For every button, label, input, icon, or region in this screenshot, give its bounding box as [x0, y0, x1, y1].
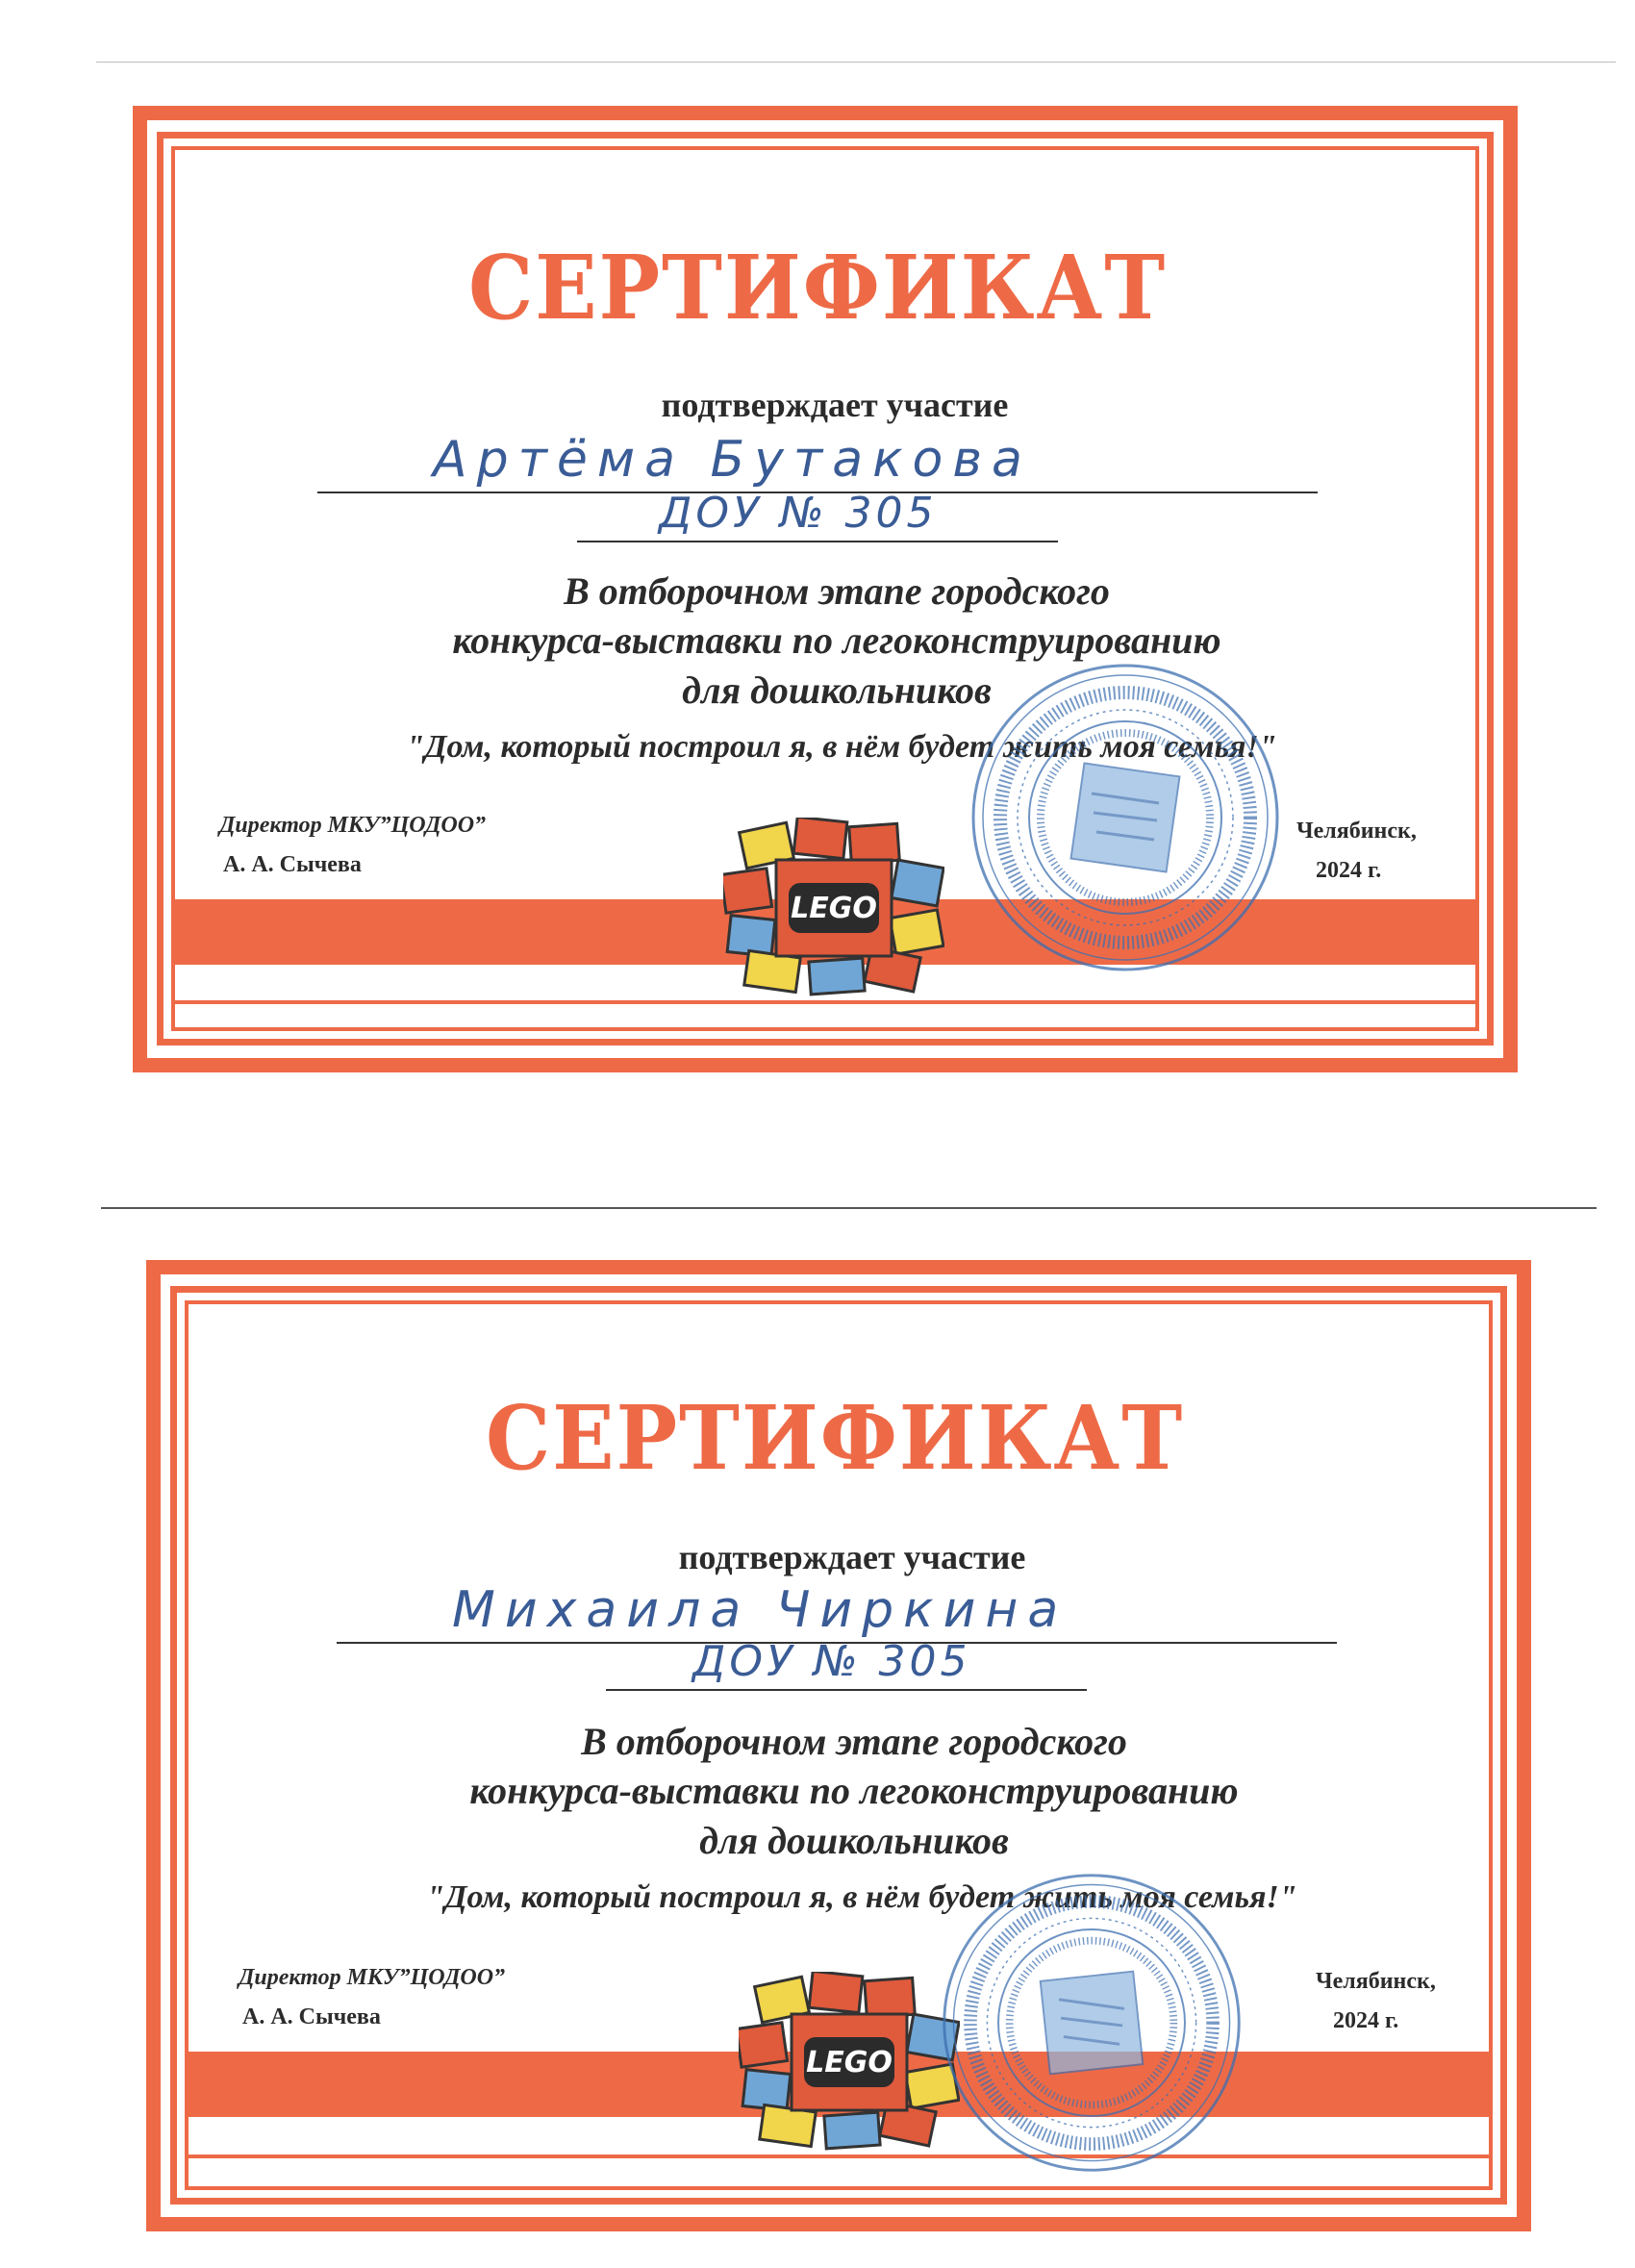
institution-name: ДОУ № 305: [659, 489, 938, 538]
certificate-title: СЕРТИФИКАТ: [485, 1386, 1185, 1490]
lego-logo-text: LEGO: [806, 2046, 893, 2079]
certificate-2: [0, 1152, 1635, 2268]
contest-line-3: для дошкольников: [699, 1819, 1009, 1862]
institution-underline: [606, 1689, 1087, 1691]
lego-logo-text: LEGO: [791, 892, 877, 925]
participant-name: Артёма Бутакова: [433, 431, 1032, 489]
official-stamp: [967, 659, 1284, 976]
confirms-participation: подтверждает участие: [678, 1538, 1026, 1576]
director-name: А. А. Сычева: [242, 2004, 381, 2029]
lego-logo: [739, 1972, 960, 2151]
director-title: Директор МКУ”ЦОДОО”: [219, 813, 487, 838]
contest-line-3: для дошкольников: [682, 668, 992, 712]
city: Челябинск,: [1316, 1969, 1436, 1994]
contest-line-1: В отборочном этапе городского: [581, 1720, 1127, 1763]
year: 2024 г.: [1316, 858, 1382, 883]
institution-underline: [577, 541, 1058, 542]
contest-line-2: конкурса-выставки по легоконструированию: [469, 1769, 1239, 1812]
decorative-line: [171, 1000, 1479, 1004]
year: 2024 г.: [1333, 2008, 1399, 2033]
lego-logo: [723, 818, 944, 996]
contest-motto: "Дом, который построил я, в нём будет жить моя семья!": [426, 1879, 1297, 1915]
certificate-1: [0, 0, 1635, 1116]
director-name: А. А. Сычева: [223, 852, 362, 877]
director-title: Директор МКУ”ЦОДОО”: [239, 1965, 506, 1990]
participant-name: Михаила Чиркина: [452, 1581, 1069, 1639]
confirms-participation: подтверждает участие: [661, 386, 1009, 424]
contest-line-1: В отборочном этапе городского: [564, 569, 1110, 613]
certificate-title: СЕРТИФИКАТ: [467, 236, 1168, 340]
institution-name: ДОУ № 305: [692, 1637, 971, 1686]
contest-line-2: конкурса-выставки по легоконструированию: [452, 618, 1221, 662]
contest-motto: "Дом, который построил я, в нём будет жить моя семья!": [406, 729, 1277, 765]
city: Челябинск,: [1296, 819, 1417, 844]
official-stamp: [938, 1869, 1245, 2177]
decorative-line: [185, 2155, 1493, 2158]
